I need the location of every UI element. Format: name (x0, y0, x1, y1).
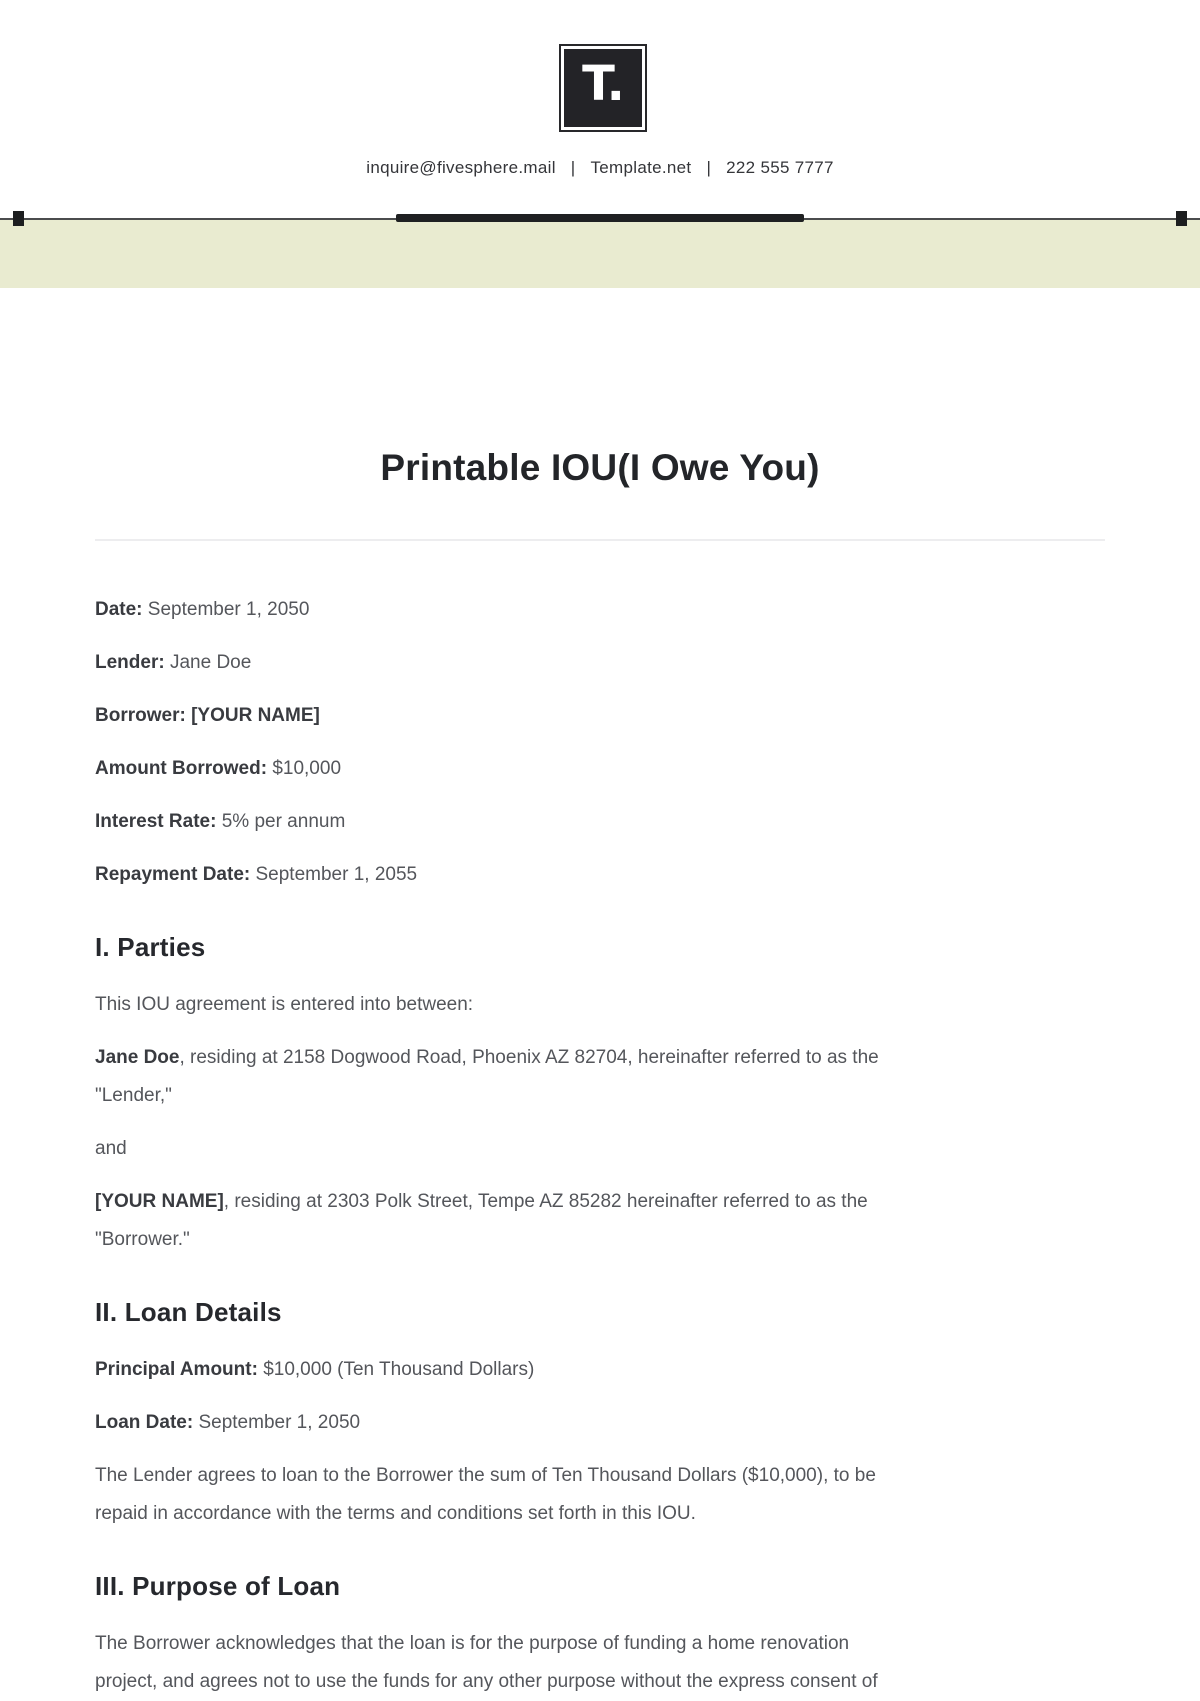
field-value: September 1, 2055 (255, 864, 418, 885)
field-row-date (95, 591, 1105, 629)
contact-separator: | (570, 158, 576, 177)
paragraph-lender-party (95, 1039, 1105, 1115)
paragraph-borrower-party (95, 1183, 1105, 1259)
contact-website: Template.net (590, 158, 692, 177)
contact-info (0, 158, 1200, 178)
paragraph-text: project, and agrees not to use the funds for any other purpose without the express consent of (95, 1671, 878, 1692)
divider-center-bar (396, 214, 804, 222)
field-value: September 1, 2050 (193, 1412, 361, 1433)
paragraph-principal-amount (95, 1351, 1105, 1389)
paragraph-text: , residing at 2158 Dogwood Road, Phoenix AZ 82704, hereinafter referred to as the (179, 1047, 879, 1068)
paragraph-and (95, 1130, 1105, 1168)
field-list (95, 591, 1105, 894)
section-loan-details (95, 1295, 1105, 1533)
paragraph-text: repaid in accordance with the terms and conditions set forth in this IOU. (95, 1503, 696, 1524)
field-value: September 1, 2050 (147, 599, 310, 620)
template-net-logo (559, 44, 647, 132)
section-purpose-of-loan (95, 1569, 1105, 1701)
field-label: Date: (95, 599, 143, 620)
field-value: 5% per annum (221, 811, 346, 832)
paragraph (95, 986, 1105, 1024)
section-heading: III. Purpose of Loan (95, 1571, 341, 1601)
logo-t-glyph: T. (582, 56, 624, 112)
paragraph-text: , residing at 2303 Polk Street, Tempe AZ 85282 hereinafter referred to as the (223, 1191, 868, 1212)
field-value: Jane Doe (169, 652, 252, 673)
page-title: Printable IOU(I Owe You) (380, 447, 820, 488)
header-divider (0, 218, 1200, 288)
document-body (95, 448, 1105, 1701)
field-row-borrower (95, 697, 1105, 735)
field-label: Borrower: (95, 705, 186, 726)
paragraph-text: and (95, 1138, 127, 1159)
field-label: Lender: (95, 652, 165, 673)
field-label: Repayment Date: (95, 864, 251, 885)
page-header (0, 0, 1200, 218)
contact-separator: | (706, 158, 712, 177)
section-heading: II. Loan Details (95, 1297, 282, 1327)
field-label: Interest Rate: (95, 811, 217, 832)
paragraph-text: The Borrower acknowledges that the loan is for the purpose of funding a home renovation (95, 1633, 850, 1654)
section-heading: I. Parties (95, 932, 206, 962)
divider-end-square-left (13, 211, 24, 226)
field-row-lender (95, 644, 1105, 682)
contact-email: inquire@fivesphere.mail (366, 158, 556, 177)
field-row-interest-rate (95, 803, 1105, 841)
contact-phone: 222 555 7777 (726, 158, 834, 177)
divider-end-square-right (1176, 211, 1187, 226)
paragraph-purpose (95, 1625, 1105, 1701)
logo-square (564, 49, 642, 127)
paragraph-text: This IOU agreement is entered into between: (95, 994, 474, 1015)
paragraph-loan-date (95, 1404, 1105, 1442)
party-name-borrower: [YOUR NAME] (95, 1191, 224, 1212)
paragraph-text: "Lender," (95, 1085, 172, 1106)
field-value: [YOUR NAME] (191, 705, 320, 726)
field-label: Loan Date: (95, 1412, 194, 1433)
field-label: Amount Borrowed: (95, 758, 268, 779)
field-label: Principal Amount: (95, 1359, 258, 1380)
field-row-repayment-date (95, 856, 1105, 894)
accent-band (0, 218, 1200, 288)
paragraph-loan-terms (95, 1457, 1105, 1533)
section-parties (95, 930, 1105, 1259)
paragraph-text: "Borrower." (95, 1229, 190, 1250)
field-value: $10,000 (Ten Thousand Dollars) (257, 1359, 535, 1380)
party-name-lender: Jane Doe (95, 1047, 180, 1068)
field-row-amount-borrowed (95, 750, 1105, 788)
paragraph-text: The Lender agrees to loan to the Borrower the sum of Ten Thousand Dollars ($10,000), to be (95, 1465, 876, 1486)
title-divider-rule (95, 539, 1105, 541)
field-value: $10,000 (272, 758, 342, 779)
